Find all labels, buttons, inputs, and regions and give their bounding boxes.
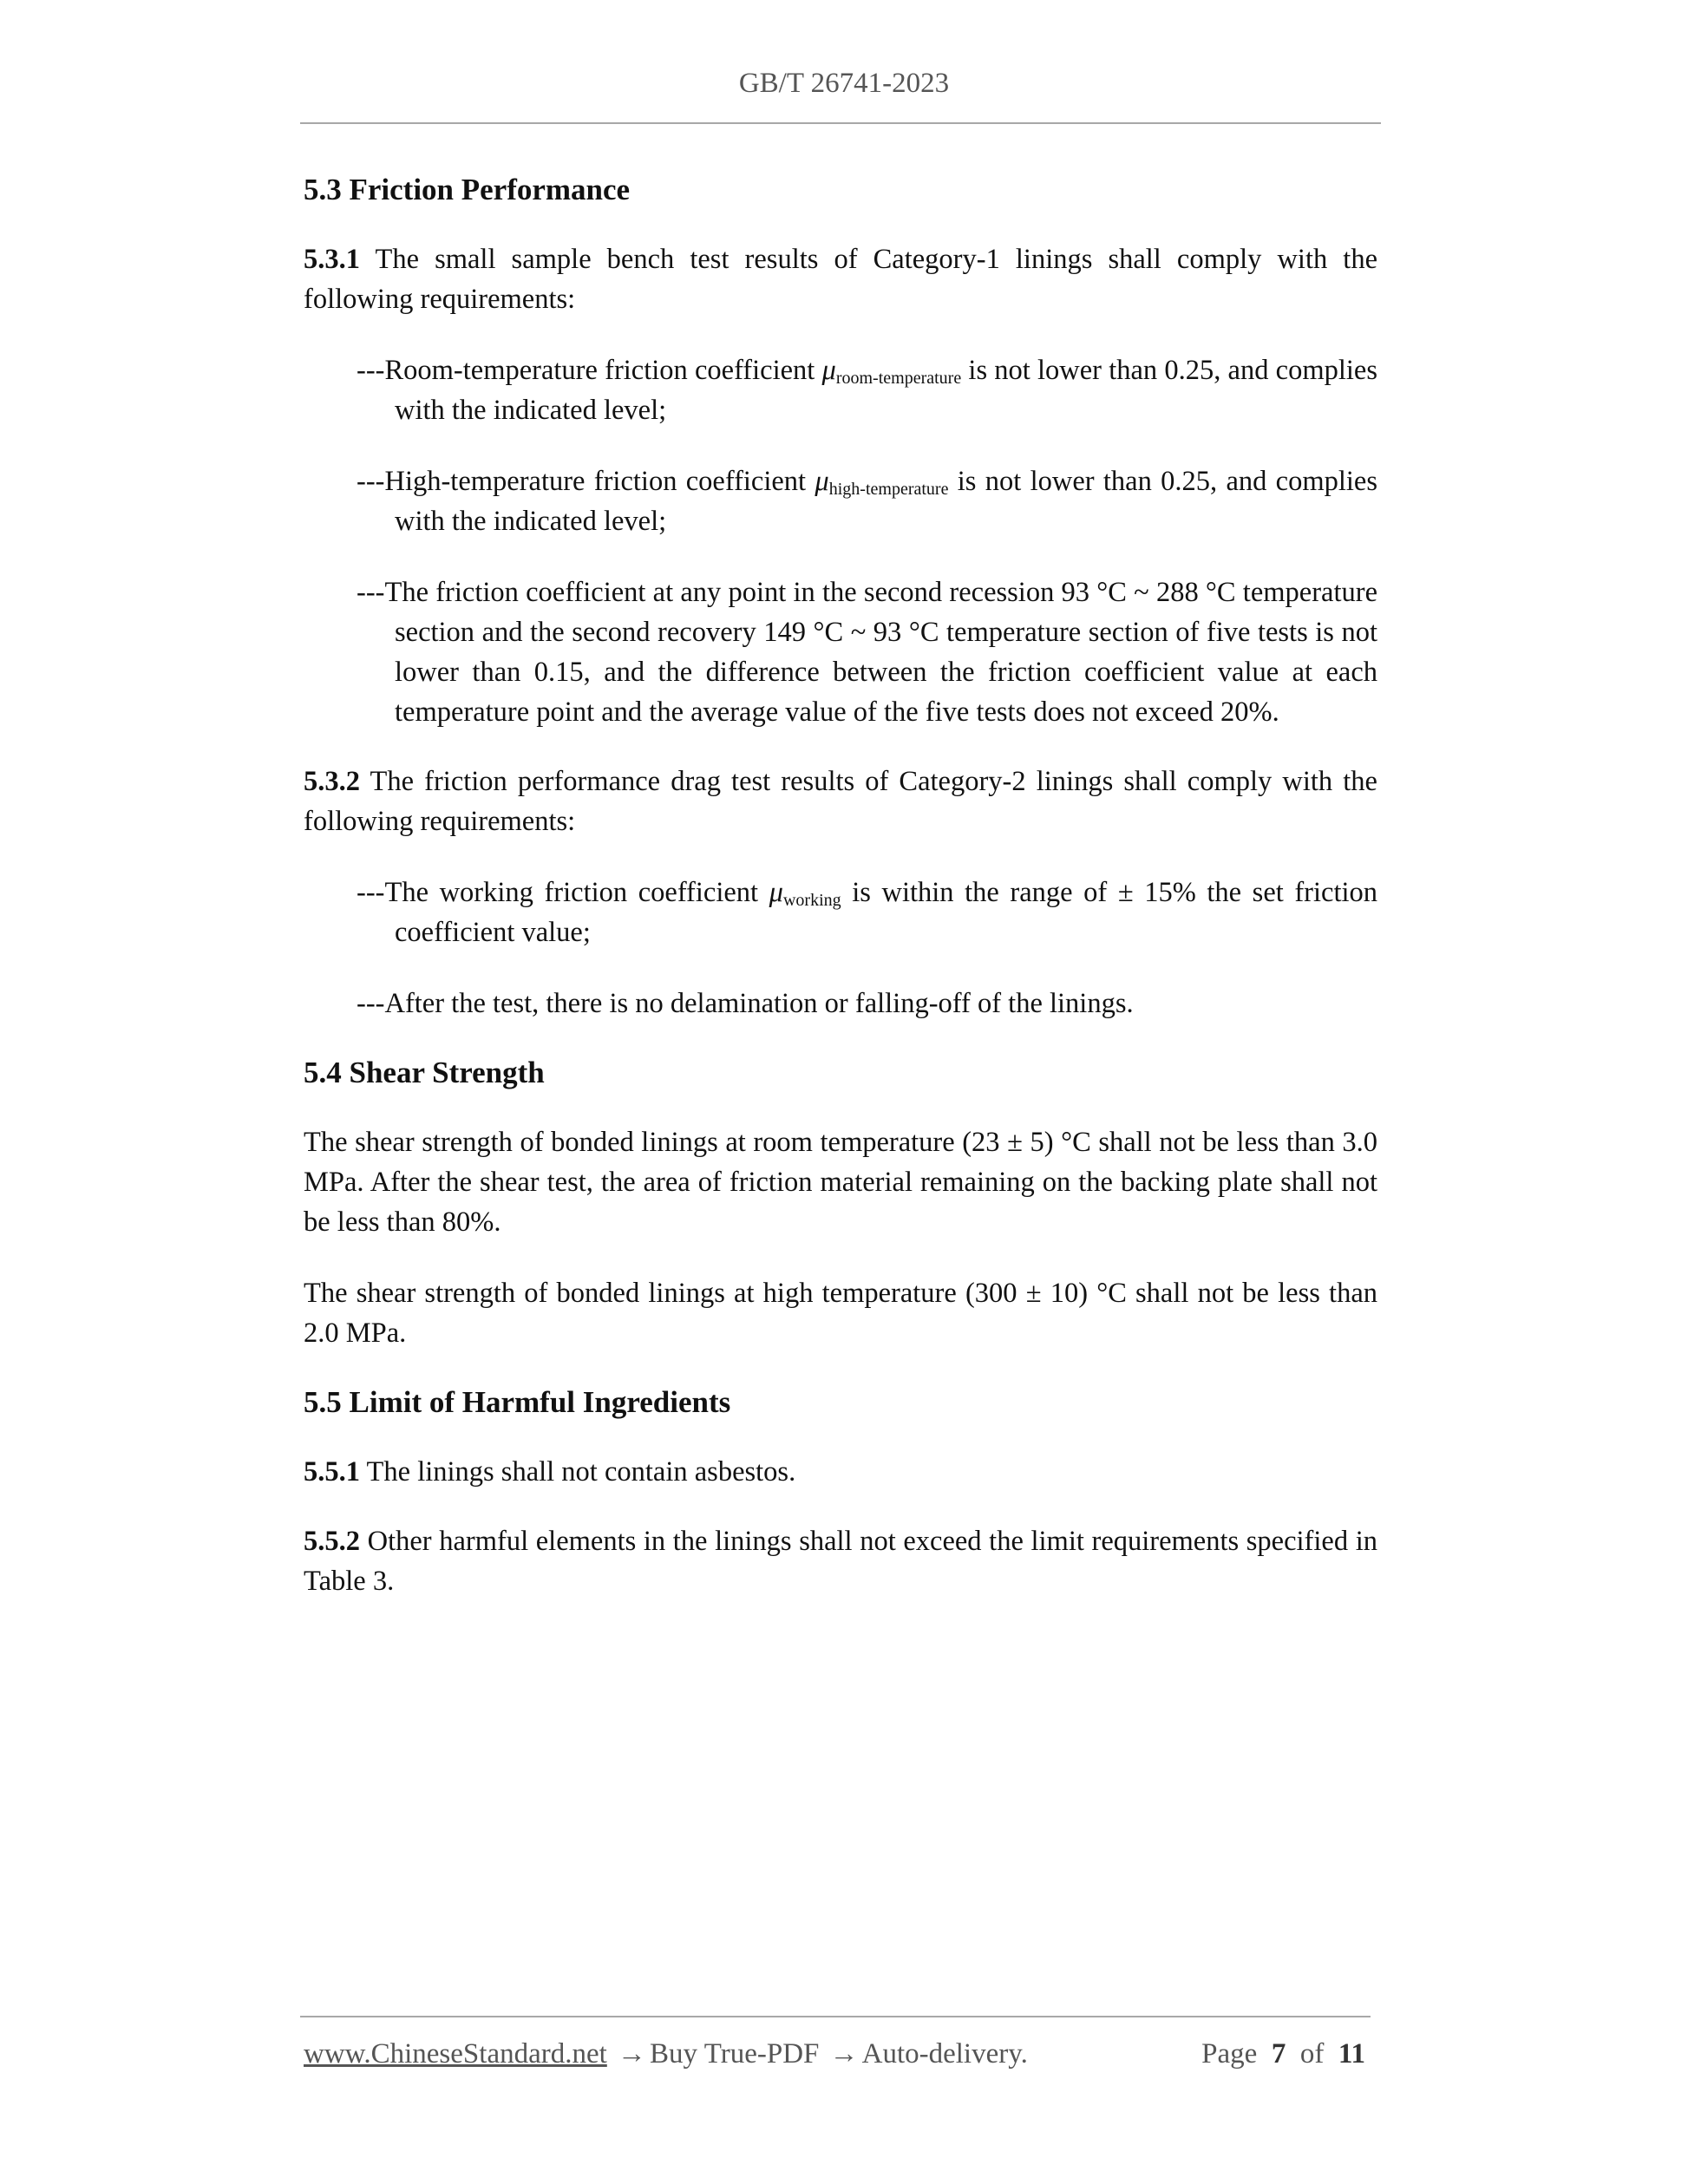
bullet-no-delamination: ---After the test, there is no delamination or falling-off of the linings. [357,988,1134,1019]
bullet-prefix: ---Room-temperature friction coefficient [357,355,822,386]
shear-high-temperature: The shear strength of bonded linings at high temperature (300 ± 10) °C shall not be less than 2.0 MPa. [304,1278,1377,1349]
mu-subscript: high-temperature [828,480,949,499]
heading-5-3: 5.3 Friction Performance [304,173,631,206]
clause-text: The linings shall not contain asbestos. [360,1456,796,1488]
footer-promo [304,2038,1028,2070]
clause-number: 5.5.1 [304,1456,360,1488]
bullet-prefix: ---The working friction coefficient [357,877,769,908]
clause-5-5-2 [304,1521,1377,1601]
page-total: 11 [1338,2038,1365,2070]
page-label: Page [1201,2038,1258,2070]
shear-room-temperature: The shear strength of bonded linings at room temperature (23 ± 5) °C shall not be less than 3.0 MPa. After the shear test, the area of friction material remaining on the backing plate shall not be less than 80%. [304,1127,1377,1238]
bullet-high-temperature [357,461,1378,541]
clause-5-3-1 [304,239,1377,319]
heading-5-5: 5.5 Limit of Harmful Ingredients [304,1385,731,1419]
page-number: 7 [1271,2038,1286,2070]
clause-number: 5.3.1 [304,244,360,275]
clause-5-5-1 [304,1452,1377,1492]
bullet-suffix: is not lower than 0.25, and complies with the indicated level; [395,466,1378,537]
mu-symbol: μ [821,355,836,386]
of-label: of [1299,2038,1325,2070]
arrow-right-icon: → [618,2038,647,2070]
clause-number: 5.3.2 [304,766,360,797]
arrow-right-icon: → [829,2038,859,2070]
bullet-working-coefficient [357,873,1378,952]
website-link[interactable]: www.ChineseStandard.net [304,2038,607,2070]
bullet-suffix: is not lower than 0.25, and complies with the indicated level; [395,355,1377,426]
footer-divider [300,2016,1371,2017]
clause-text: The friction performance drag test results of Category-2 linings shall comply with the following requirements: [304,766,1377,837]
heading-5-4: 5.4 Shear Strength [304,1056,545,1089]
auto-delivery-text: Auto-delivery. [861,2038,1028,2070]
mu-subscript: room-temperature [835,369,962,388]
header-divider [300,122,1381,124]
bullet-room-temperature [357,350,1377,430]
mu-symbol: μ [815,466,829,497]
mu-symbol: μ [769,877,783,908]
document-code: GB/T 26741-2023 [738,68,950,99]
mu-subscript: working [782,891,841,910]
clause-text: The small sample bench test results of Category-1 linings shall comply with the following requirements: [304,244,1377,315]
page-indicator [1201,2038,1365,2070]
bullet-friction-coefficient-points: ---The friction coefficient at any point in the second recession 93 °C ~ 288 °C temperature section and the second recovery 149 °C ~ 93 °C temperature section of five tests is not lower than 0.15, and the difference between the friction coefficient value at each temperature point and the average value of the five tests does not exceed 20%. [357,577,1377,728]
clause-5-3-2 [304,762,1377,841]
clause-text: Other harmful elements in the linings shall not exceed the limit requirements specified in Table 3. [304,1526,1377,1597]
page-content [304,170,1377,1601]
bullet-suffix: is within the range of ± 15% the set friction coefficient value; [395,877,1378,948]
bullet-prefix: ---High-temperature friction coefficient [357,466,815,497]
buy-true-pdf-text: Buy True-PDF [650,2038,820,2070]
clause-number: 5.5.2 [304,1526,360,1557]
